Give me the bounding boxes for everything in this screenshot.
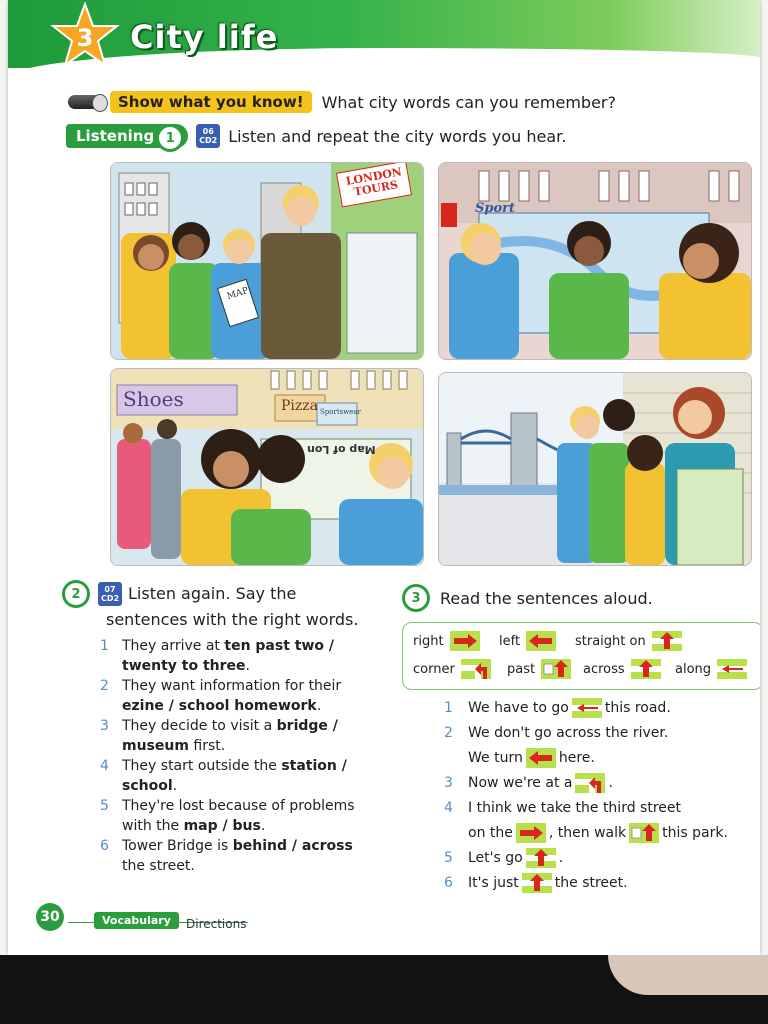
upside-down-map-label: Map of Lon [307, 443, 376, 456]
exercise-number-3: 3 [402, 584, 430, 612]
header-band [8, 0, 760, 68]
list-item: 1 We have to go this road. [444, 700, 671, 716]
listening-badge [66, 124, 188, 148]
exercise-2-list [98, 636, 363, 876]
picture-1 [110, 162, 424, 360]
exercise-2-heading [62, 580, 362, 632]
corner-icon [575, 773, 605, 793]
exercise-number-1: 1 [156, 124, 184, 152]
list-item: 4 I think we take the third street [444, 800, 681, 816]
left-arrow-icon [526, 631, 556, 651]
straight-on-icon [652, 631, 682, 651]
key-corner: corner [413, 659, 491, 679]
right-arrow-icon [450, 631, 480, 651]
sportswear-sign: Sportswear [320, 408, 361, 416]
listening-label: Listening [76, 127, 155, 145]
list-item: 1 They arrive at ten past two / twenty to three. [100, 638, 335, 674]
list-item: We turn here. [468, 750, 595, 766]
cd-track-icon-2[interactable]: 07 CD2 [98, 582, 122, 606]
textbook-page [8, 0, 760, 955]
exercise-3-heading [402, 584, 653, 612]
show-what-you-know [68, 90, 616, 114]
listening-instruction: Listen and repeat the city words you hear. [228, 126, 567, 146]
exercise-3-title: Read the sentences aloud. [440, 588, 653, 608]
unit-number: 3 [76, 24, 94, 52]
picture-4 [438, 372, 752, 566]
swyk-badge: Show what you know! [110, 91, 312, 113]
page-number: 30 [36, 903, 64, 931]
left-arrow-icon [526, 748, 556, 768]
sport-sign: Sport [475, 201, 516, 216]
key-along: along [675, 659, 747, 679]
vocabulary-tag: Vocabulary [94, 912, 179, 929]
list-item: 3 They decide to visit a bridge / museum first. [100, 718, 338, 754]
along-icon [572, 698, 602, 718]
across-icon [631, 659, 661, 679]
list-item: 4 They start outside the station / school. [100, 758, 347, 794]
london-tours-sign: LONDON TOURS [344, 165, 403, 199]
list-item: 5 They're lost because of problems with the map / bus. [100, 798, 355, 834]
list-item: 2 We don't go across the river. [444, 725, 669, 741]
cd-track-icon[interactable]: 06 CD2 [196, 124, 220, 148]
shoes-sign: Shoes [123, 387, 184, 411]
right-arrow-icon [516, 823, 546, 843]
straight-on-icon [526, 848, 556, 868]
key-straight-on: straight on [575, 631, 682, 651]
key-left: left [499, 631, 556, 651]
section-topic: Directions [186, 917, 247, 931]
past-icon [629, 823, 659, 843]
exercise-2-title-line1: Listen again. Say the [128, 584, 297, 603]
listening-row [66, 124, 566, 148]
list-item: 3 Now we're at a . [444, 775, 613, 791]
past-icon [541, 659, 571, 679]
map-label: MAP [225, 285, 250, 303]
list-item: 5 Let's go . [444, 850, 564, 866]
swyk-question: What city words can you remember? [321, 92, 616, 112]
across-icon [522, 873, 552, 893]
key-across: across [583, 659, 661, 679]
picture-2 [438, 162, 752, 360]
exercise-number-2: 2 [62, 580, 90, 608]
direction-key-box [402, 622, 760, 690]
unit-title: City life [130, 18, 279, 56]
pizza-sign: Pizza [281, 398, 318, 414]
unit-star-icon [50, 2, 120, 72]
key-past: past [507, 659, 571, 679]
torch-icon [68, 95, 104, 109]
key-right: right [413, 631, 480, 651]
corner-icon [461, 659, 491, 679]
exercise-2-title-line2: sentences with the right words. [106, 610, 359, 629]
list-item: on the , then walk this park. [468, 825, 728, 841]
exercise-3-list [444, 696, 760, 896]
along-icon [717, 659, 747, 679]
list-item: 6 It's just the street. [444, 875, 628, 891]
scan-background [0, 955, 768, 1024]
picture-3 [110, 368, 424, 566]
list-item: 6 Tower Bridge is behind / across the street. [100, 838, 353, 874]
list-item: 2 They want information for their ezine / school homework. [100, 678, 342, 714]
